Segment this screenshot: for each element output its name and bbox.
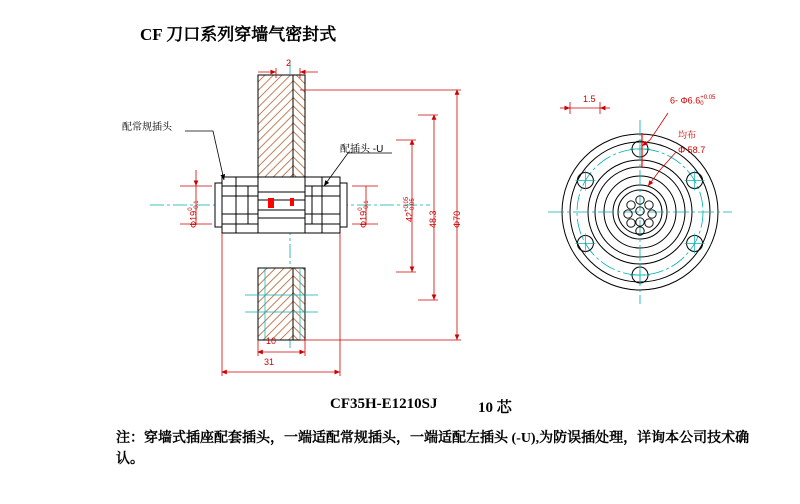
dim-even-distribution: 均布 bbox=[678, 130, 697, 140]
dim-6-holes-value: 6- Φ6.6 bbox=[670, 95, 701, 106]
dim-70: Φ70 bbox=[452, 210, 462, 228]
dim-bore-left bbox=[188, 200, 200, 228]
dim-6-holes bbox=[670, 95, 715, 107]
dim-bore-right-tol-lower: -0.1 bbox=[364, 200, 370, 211]
dim-42-value: 42 bbox=[404, 211, 415, 222]
dim-bore-right-value: Φ19 bbox=[358, 210, 369, 228]
pin-count: 10 芯 bbox=[478, 400, 512, 416]
dim-6-holes-tol-upper: +0.05 bbox=[700, 95, 716, 101]
dim-bore-right-tol-upper: 0 bbox=[358, 207, 364, 211]
dim-6-holes-tol-lower: 0 bbox=[700, 101, 704, 107]
dim-31: 31 bbox=[264, 357, 275, 367]
dim-bore-left-value: Φ19 bbox=[188, 210, 199, 228]
page-title: CF 刀口系列穿墙气密封式 bbox=[140, 25, 337, 44]
standard-plug-label: 配常规插头 bbox=[122, 122, 172, 133]
dim-1-5: 1.5 bbox=[583, 94, 596, 104]
dim-10: 10 bbox=[266, 336, 277, 346]
u-plug-label: 配插头 -U bbox=[340, 144, 384, 155]
dim-42 bbox=[404, 197, 416, 222]
part-number: CF35H-E1210SJ bbox=[330, 396, 438, 412]
footer-note: 注：穿墙式插座配套插头，一端适配常规插头，一端适配左插头 (-U),为防误插处理，详询本公司技术确认。 bbox=[116, 431, 750, 467]
dim-42-tol-lower: -0.05 bbox=[410, 198, 416, 212]
dim-thickness-2: 2 bbox=[286, 58, 292, 68]
dim-bolt-circle: Φ 58.7 bbox=[678, 145, 706, 155]
dim-bore-right bbox=[358, 200, 370, 228]
dim-48-3: 48.3 bbox=[428, 210, 438, 228]
dim-bore-left-tol-lower: -0.1 bbox=[194, 200, 200, 211]
dim-bore-left-tol-upper: 0 bbox=[188, 207, 194, 211]
dim-42-tol-upper: +0.05 bbox=[404, 196, 410, 212]
